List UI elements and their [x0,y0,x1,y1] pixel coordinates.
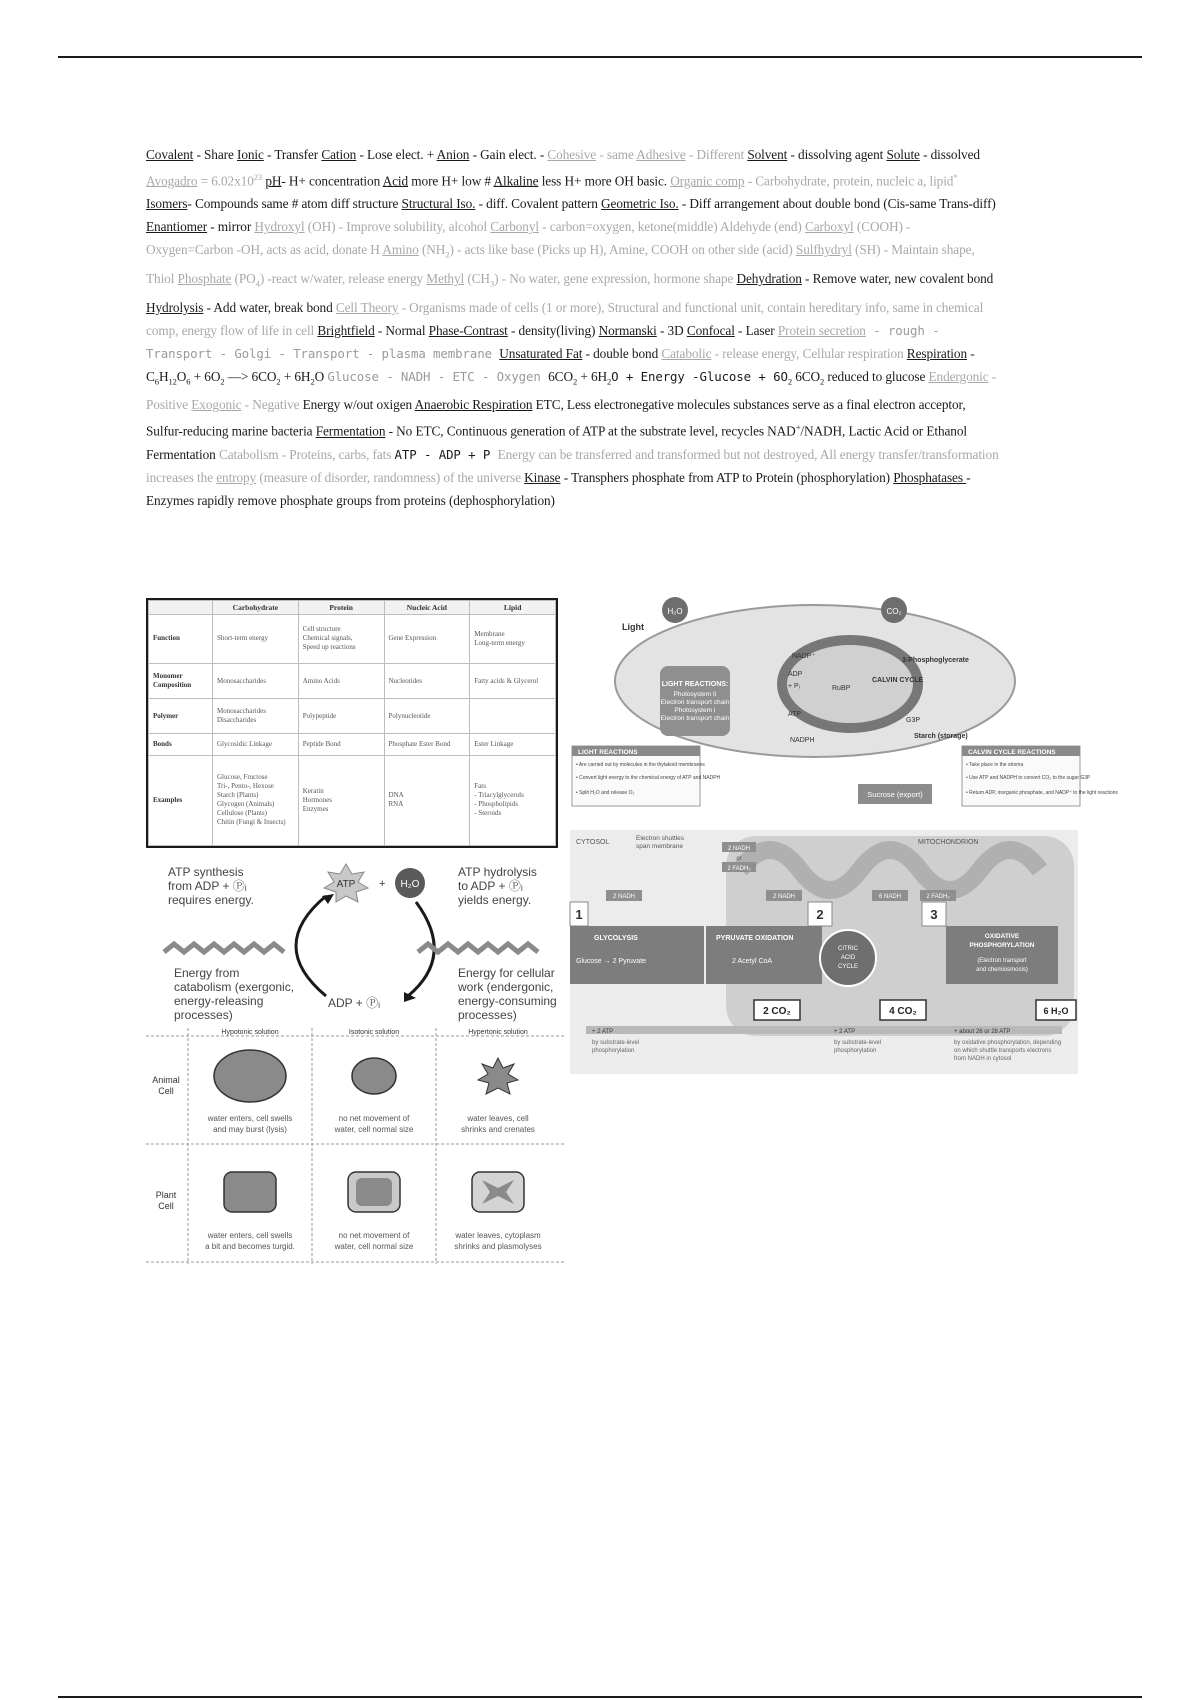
co2-label: CO₂ [886,607,902,616]
notes-run: + 6O [190,368,221,384]
light-label: Light [622,622,644,632]
notes-run: Phosphate [177,271,232,287]
adp-pi-label: ADP + Ⓟᵢ [327,996,381,1010]
notes-run: Sulfhydryl [795,242,852,258]
notes-run: - same [596,147,637,162]
notes-run: 6 [154,376,159,387]
lr-box-line-1: • Are carried out by molecules in the thylakoid membranes [576,762,705,768]
notes-run: 3 [489,278,495,289]
isotonic-header: Isotonic solution [348,1029,400,1036]
citric-line-1: CITRIC [838,946,858,952]
glycolysis-label: GLYCOLYSIS [594,935,638,942]
notes-run: O [314,368,328,384]
starch-label: Starch (storage) [914,733,968,740]
notes-run: 6 [186,376,191,387]
table-row-label: Polymer [149,699,213,734]
nadph-label: NADPH [790,737,815,744]
notes-run: Energy can be transferred and transformed but not destroyed, All energy transfer/transformation increases the [146,446,999,485]
notes-run: - Add water, break bond [203,299,336,315]
notes-run: H [158,368,169,384]
atp-cycle-diagram [146,856,564,1026]
notes-run: (PO [231,271,256,287]
nadh-a: 2 NADH [727,846,751,852]
animal-hypo-2: and may burst (lysis) [213,1125,287,1134]
light-reactions-title: LIGHT REACTIONS: [661,681,729,688]
plant-hyper-2: shrinks and plasmolyses [454,1242,542,1251]
notes-run: - rough - Transport - Golgi - Transport - plasma membrane [146,322,940,361]
plant-hyper-1: water leaves, cytoplasm [455,1231,541,1240]
notes-run: 2 [787,376,792,387]
notes-run: - Transphers phosphate from ATP to Protein (phosphorylation) [560,469,894,485]
atp-a: + 2 ATP [592,1029,614,1035]
lr-box-line-3: • Split H₂O and release O₂ [576,790,635,796]
table-cell: Peptide Bond [298,734,384,755]
notes-run: ) - No water, gene expression, hormone shape [494,271,737,287]
lr-box-title: LIGHT REACTIONS [578,749,638,756]
notes-run: - Negative [241,397,303,413]
notes-run: Solvent [747,147,788,162]
h2o-label: H₂O [667,607,683,616]
table-cell: Ester Linkage [470,734,556,755]
notes-run: 2 [310,376,315,387]
notes-run: Avogadro [146,173,198,189]
notes-run: + 6H [577,368,608,384]
plant-iso-2: water, cell normal size [334,1242,414,1251]
notes-run: - 3D [656,322,687,338]
nadh-d: 6 NADH [878,894,902,900]
notes-run: ATP - ADP + P [394,446,498,462]
table-cell: Amino Acids [298,663,384,698]
pyruvate-ox-label: PYRUVATE OXIDATION [716,935,794,942]
notes-run: Kinase [524,469,561,485]
energy-from-line-4: processes) [174,1008,233,1022]
rubp-label: RuBP [832,685,851,692]
plant-hypo-1: water enters, cell swells [207,1231,293,1240]
energy-for-line-4: processes) [458,1008,517,1022]
notes-run: - Different [685,147,748,162]
notes-run: - Compounds same # atom diff structure [187,196,402,212]
table-row-label: Monomer Composition [149,663,213,698]
table-header: Carbohydrate [213,601,299,615]
notes-run: entropy [216,469,257,485]
atp-h2o-label: H₂O [400,879,420,890]
notes-run: Alkaline [493,173,539,189]
notes-run: - Share [193,147,237,162]
notes-run: Anion [436,147,470,162]
notes-run: + 6H [280,368,311,384]
notes-run: /NADH, Lactic Acid or Ethanol Fermentation [146,423,967,462]
table-cell: Cell structure Chemical signals, Speed up reactions [298,615,384,664]
notes-run: (NH [418,242,446,258]
table-row [149,755,556,845]
table-cell: Polynucleotide [384,699,470,734]
notes-run: - Enzymes rapidly remove phosphate groups from proteins (dephosphorylation) [146,469,971,508]
sub-c-1: by oxidative phosphorylation, depending [954,1040,1062,1046]
atp-plus: + [379,878,386,890]
table-cell: DNA RNA [384,755,470,845]
notes-run: - double bond [582,345,662,361]
plant-label-2: Cell [158,1201,174,1211]
notes-run: Energy w/out oxigen [302,397,415,413]
notes-run: Isomers [146,196,188,212]
notes-run: 2 [276,376,281,387]
notes-run: Dehydration [736,271,802,287]
nadh-c: 2 NADH [772,894,796,900]
notes-run: (CH [464,271,490,287]
table-header [149,601,213,615]
notes-run: - Lose elect. + [356,147,437,162]
notes-run: 2 [220,376,225,387]
h2o-out: 6 H₂O [1043,1006,1069,1016]
oxphos-line-2: PHOSPHORYLATION [969,942,1035,949]
notes-run: - Laser [734,322,778,338]
table-header: Nucleic Acid [384,601,470,615]
atp-hydrolysis-line-1: ATP hydrolysis [458,865,537,879]
nadp-label: NADP⁺ [792,653,816,660]
pi-label: + Pᵢ [788,683,800,690]
photosynthesis-diagram [570,596,1118,818]
notes-run: O + Energy -Glucose + 6O [611,368,788,384]
notes-run: ETC, Less electronegative molecules substances serve as a final electron acceptor, Sulfur-reducing marine bacteria [146,397,966,439]
mitochondrion-label: MITOCHONDRION [918,839,979,846]
atp-burst-label: ATP [336,879,356,890]
notes-run: - H+ concentration [281,173,383,189]
notes-run: Acid [382,173,409,189]
notes-run: Catabolic [661,345,712,361]
or-label: or [736,856,742,862]
sub-c-3: from NADH in cytosol [954,1056,1012,1062]
notes-run: Cohesive [547,147,597,162]
citric-line-3: CYCLE [837,964,859,970]
table-cell: Fats - Triacylglycerols - Phospholipids - Steroids [470,755,556,845]
table-row-label: Bonds [149,734,213,755]
notes-run: (COOH) - Oxygen=Carbon -OH, acts as acid, donate H [146,219,911,258]
table-cell: Membrane Long-term energy [470,615,556,664]
notes-run: Fermentation [315,423,386,439]
notes-run: Unsaturated Fat [499,345,583,361]
animal-hypo-1: water enters, cell swells [207,1114,293,1123]
notes-run: - dissolving agent [787,147,887,162]
cc-box-line-1: • Take place in the stroma [966,762,1024,768]
citric-line-2: ACID [840,955,856,961]
atp-hydrolysis-line-2: to ADP + Ⓟᵢ [458,879,523,893]
atp-synthesis-line-1: ATP synthesis [168,865,244,879]
glucose-flow: Glucose → 2 Pyruvate [576,958,647,965]
notes-run: Organic comp [670,173,745,189]
g3p-label: G3P [906,717,921,724]
notes-run: Respiration [906,345,968,361]
notes-run: (measure of disorder, randomness) of the universe [256,469,525,485]
study-notes-paragraph [146,143,1000,512]
table-row [149,699,556,734]
notes-run: Adhesive [636,147,686,162]
notes-run: 2 [445,250,450,261]
cc-box-line-3: • Return ADP, inorganic phosphate, and NADP⁺ to the light reactions [966,790,1118,796]
notes-run: less H+ more OH basic. [538,173,671,189]
lr-box-line-2: • Convert light energy to the chemical energy of ATP and NADPH [576,775,721,781]
sub-a-1: by substrate-level [592,1040,640,1046]
hypotonic-header: Hypotonic solution [221,1029,279,1036]
oxphos-sub-2: and chemiosmosis) [976,967,1028,973]
plant-label-1: Plant [155,1190,177,1200]
sub-a-2: phosphorylation [592,1048,635,1054]
notes-run: Anaerobic Respiration [414,397,533,413]
notes-run: (SH) - Maintain shape, Thiol [146,242,975,287]
table-cell: Short-term energy [213,615,299,664]
acetyl-label: 2 Acetyl CoA [732,958,773,965]
notes-run: * [953,172,958,182]
notes-run: - Normal [374,322,429,338]
table-cell: Keratin Hormones Enzymes [298,755,384,845]
light-line-3: Photosystem I [674,707,716,714]
table-cell: Monosaccharides [213,663,299,698]
tonicity-diagram [146,1028,564,1264]
notes-run: ) -react w/water, release energy [259,271,427,287]
table-row [149,663,556,698]
atp-c: + about 26 or 28 ATP [954,1029,1011,1035]
table-cell: Nucleotides [384,663,470,698]
notes-run: reduced to glucose [824,368,929,384]
notes-run: Endergonic [928,368,989,384]
notes-run: - Carbohydrate, protein, nucleic a, lipid [744,173,954,189]
step-3: 3 [930,907,938,922]
notes-run: Cation [321,147,357,162]
notes-run: Structural Iso. [401,196,476,212]
table-header: Lipid [470,601,556,615]
table-row [149,615,556,664]
footer-rule [58,1696,1142,1698]
header-rule [58,56,1142,58]
cc-box-title: CALVIN CYCLE REACTIONS [968,749,1056,756]
energy-for-line-2: work (endergonic, [458,980,554,994]
notes-run: Hydroxyl [254,219,305,235]
notes-run: - Diff arrangement about double bond (Cis-same Trans-diff) [678,196,996,212]
co2-b: 4 CO₂ [889,1006,917,1017]
notes-run: Methyl [426,271,465,287]
table-row [149,734,556,755]
notes-run: O [176,368,187,384]
notes-run: ) - acts like base (Picks up H), Amine, COOH on other side (acid) [449,242,796,258]
notes-run: Confocal [686,322,735,338]
notes-run: Hydrolysis [146,299,204,315]
fadh-b: 2 FADH₂ [926,894,950,900]
animal-iso-1: no net movement of [338,1114,410,1123]
shuttle-line-2: span membrane [636,843,683,850]
calvin-label: CALVIN CYCLE [872,677,924,684]
notes-run: Cell Theory [335,299,399,315]
notes-run: - diff. Covalent pattern [475,196,602,212]
table-cell: Glycosidic Linkage [213,734,299,755]
notes-run: 23 [253,172,263,182]
table-header: Protein [298,601,384,615]
cytosol-label: CYTOSOL [576,839,610,846]
notes-run: - Remove water, new covalent bond [801,271,994,287]
pga-label: 3-Phosphoglycerate [902,657,969,664]
cc-box-line-2: • Use ATP and NADPH to convert CO₂ to the sugar G3P [966,775,1091,781]
sub-b-2: phosphorylation [834,1048,877,1054]
sucrose-label: Sucrose (export) [867,790,923,799]
animal-label-2: Cell [158,1086,174,1096]
oxphos-sub-1: (Electron transport [977,958,1027,964]
table-row-label: Examples [149,755,213,845]
notes-run: 12 [168,376,177,387]
notes-run: Catabolism - Proteins, carbs, fats [218,446,395,462]
animal-label-1: Animal [152,1075,180,1085]
notes-run: Enantiomer [146,219,208,235]
notes-run: Solute [886,147,920,162]
notes-run: Glucose - NADH - ETC - Oxygen [327,368,549,384]
notes-run: Protein secretion [777,322,866,338]
atp-b: + 2 ATP [834,1029,856,1035]
table-cell: Gene Expression [384,615,470,664]
notes-run: + [795,422,801,433]
notes-run: = 6.02x10 [197,173,254,189]
energy-for-line-3: energy-consuming [458,994,557,1008]
table-cell [470,699,556,734]
notes-run: Carbonyl [490,219,539,235]
oxphos-line-1: OXIDATIVE [984,933,1020,940]
atp-hydrolysis-line-3: yields energy. [458,893,532,907]
animal-iso-2: water, cell normal size [334,1125,414,1134]
notes-run: Brightfield [317,322,375,338]
notes-run: - release energy, Cellular respiration [711,345,907,361]
notes-run: - dissolved [919,147,980,162]
notes-run: Normanski [598,322,657,338]
fadh-a: 2 FADH₂ [727,866,751,872]
plant-iso-1: no net movement of [338,1231,410,1240]
notes-run: pH [265,173,282,189]
table-cell: Polypeptide [298,699,384,734]
notes-run: - No ETC, Continuous generation of ATP at the substrate level, recycles NAD [385,423,796,439]
sub-c-2: on which shuttle transports electrons [954,1048,1052,1054]
notes-run: - Transfer [263,147,322,162]
notes-run: 2 [572,376,578,387]
nadh-b: 2 NADH [612,894,636,900]
hypertonic-header: Hypertonic solution [468,1029,528,1036]
light-line-4: Electron transport chain [660,715,730,722]
sub-b-1: by substrate-level [834,1040,882,1046]
table-cell: Fatty acids & Glycerol [470,663,556,698]
notes-run: Ionic [237,147,264,162]
notes-run: - C [146,345,975,384]
notes-run: Covalent [146,147,194,162]
energy-for-line-1: Energy for cellular [458,966,555,980]
notes-run: 2 [820,376,825,387]
notes-run: - mirror [207,219,255,235]
energy-from-line-1: Energy from [174,966,240,980]
plant-hypo-2: a bit and becomes turgid. [205,1242,295,1251]
notes-run: 4 [255,278,260,289]
atp-synthesis-line-2: from ADP + Ⓟᵢ [168,879,247,893]
notes-run: Exogonic [191,397,242,413]
table-cell: Glucose, Fructose Tri-, Pento-, Hexose Starch (Plants) Glycogen (Animals) Cellulose (Plants) Chitin (Fungi & Insects) [213,755,299,845]
notes-run: (OH) - Improve solubility, alcohol [304,219,491,235]
notes-run: Geometric Iso. [601,196,679,212]
notes-run: - carbon=oxygen, ketone(middle) Aldehyde (end) [538,219,805,235]
energy-from-line-2: catabolism (exergonic, [174,980,295,994]
animal-hyper-1: water leaves, cell [467,1114,529,1123]
notes-run: - Gain elect. - [469,147,548,162]
notes-run: more H+ low # [408,173,494,189]
notes-run: - Positive [146,368,997,413]
step-2: 2 [816,907,824,922]
macromolecule-table [146,598,558,848]
energy-from-line-3: energy-releasing [174,994,264,1008]
notes-run: Phase-Contrast [428,322,508,338]
notes-run: 6CO [791,368,821,384]
table-cell: Phosphate Ester Bond [384,734,470,755]
atp-synthesis-line-3: requires energy. [168,893,254,907]
notes-run: —> 6CO [224,368,277,384]
light-line-1: Photosystem II [673,691,717,698]
notes-run: - density(living) [507,322,599,338]
co2-a: 2 CO₂ [763,1006,791,1017]
adp-label: ADP [788,671,803,678]
notes-run: Amino [382,242,419,258]
table-row-label: Function [149,615,213,664]
cellular-respiration-diagram [570,830,1078,1074]
notes-run: Phosphatases [893,469,967,485]
shuttle-line-1: Electron shuttles [636,835,685,842]
notes-run: Carboxyl [804,219,854,235]
notes-run: - Organisms made of cells (1 or more), Structural and functional unit, contain hereditary info, same in chemical comp, energy flow of life in cell [146,299,984,338]
animal-hyper-2: shrinks and crenates [461,1125,535,1134]
light-line-2: Electron transport chain [660,699,730,706]
notes-run: 2 [607,376,612,387]
atp-label: ATP [788,711,802,718]
notes-run: 6CO [548,368,573,384]
step-1: 1 [575,907,583,922]
table-cell: Monosaccharides Disaccharides [213,699,299,734]
